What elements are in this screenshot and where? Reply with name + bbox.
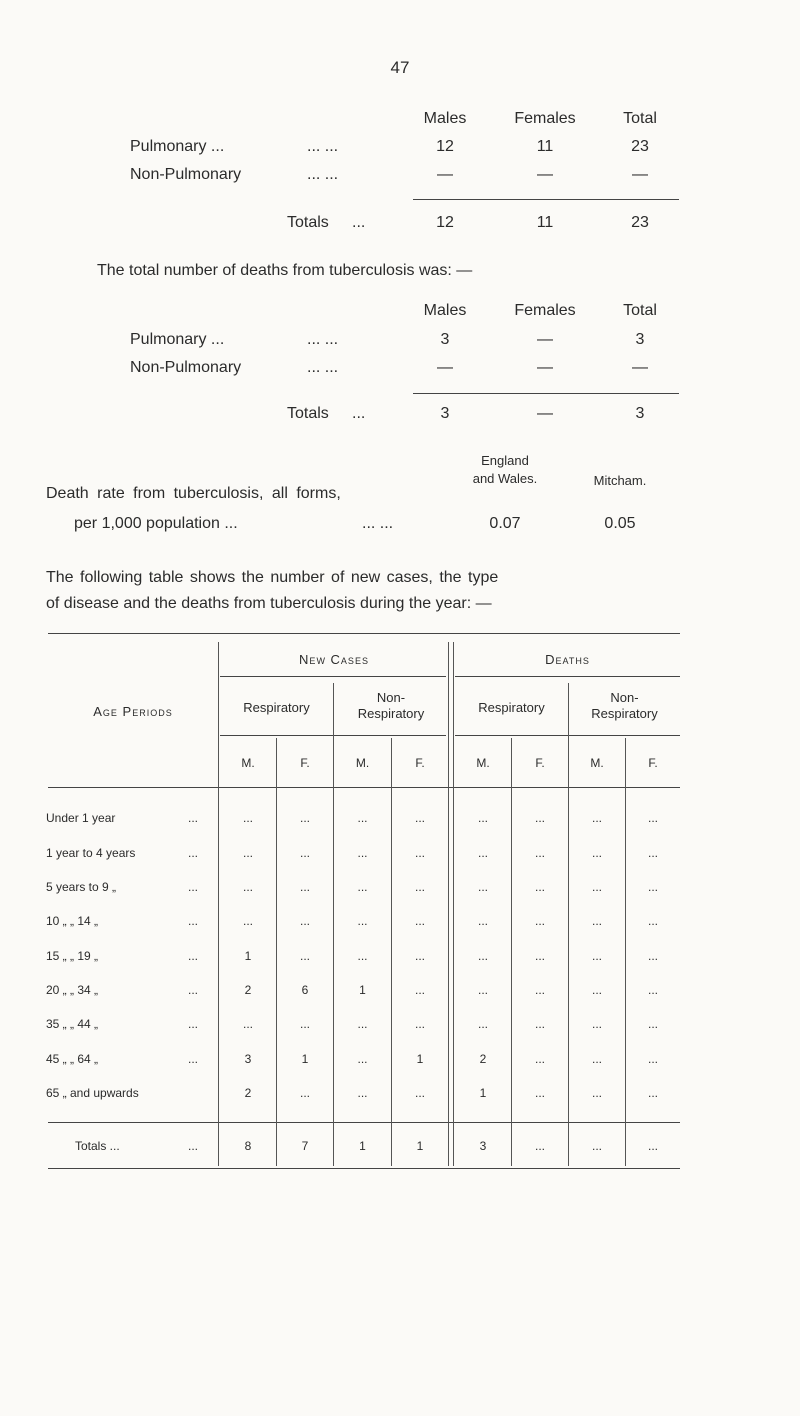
page-number: 47 — [390, 58, 410, 77]
table-cell: ... — [299, 1086, 310, 1100]
table-cell: ... — [591, 1052, 602, 1066]
totals-label: Totals — [287, 405, 329, 422]
table-cell: ... — [534, 1086, 545, 1100]
age-period-label: 5 years to 9 „ — [46, 880, 117, 894]
row-dots: ... ... — [307, 331, 339, 348]
row-dots: ... ... — [307, 166, 339, 183]
totals-females: 11 — [536, 214, 554, 231]
table-cell: ... — [299, 914, 310, 928]
age-period-label: 1 year to 4 years — [46, 846, 136, 860]
death-rate-line1: Death rate from tuberculosis, all forms, — [46, 485, 341, 502]
totals-label: Totals — [287, 214, 329, 231]
header-male: M. — [241, 756, 255, 770]
header-female: F. — [648, 756, 658, 770]
table-cell: ... — [591, 846, 602, 860]
header-male: M. — [590, 756, 604, 770]
col-divider — [453, 642, 454, 1166]
table-cell: ... — [647, 880, 658, 894]
table-cell: ... — [357, 811, 368, 825]
row-label: Non-Pulmonary — [130, 166, 242, 183]
table-cell: ... — [357, 1086, 368, 1100]
header-female: F. — [415, 756, 425, 770]
table-cell: ... — [477, 914, 488, 928]
leader-dots: ... — [188, 1017, 199, 1031]
table-cell: ... — [357, 914, 368, 928]
header-male: M. — [355, 756, 370, 770]
table-cell: 3 — [244, 1052, 252, 1066]
table-cell: 1 — [416, 1052, 424, 1066]
table-cell: ... — [414, 1017, 425, 1031]
totals-rule — [413, 199, 679, 200]
table-cell: ... — [477, 949, 488, 963]
totals-males: 12 — [436, 214, 454, 231]
table-cell: ... — [242, 880, 253, 894]
table-cell: ... — [357, 949, 368, 963]
leader-dots: ... — [188, 1139, 199, 1153]
value-males: 3 — [440, 331, 450, 348]
header-non-resp-line2: Respiratory — [591, 706, 658, 721]
age-period-label: Under 1 year — [46, 811, 116, 825]
table-cell: 1 — [301, 1052, 309, 1066]
totals-cell: ... — [534, 1139, 545, 1153]
totals-dots: ... — [352, 405, 366, 422]
header-age-periods: Age Periods — [93, 704, 173, 719]
table-cell: 6 — [301, 983, 309, 997]
table-cell: ... — [477, 880, 488, 894]
header-females: Females — [514, 302, 576, 319]
table-cell: ... — [299, 846, 310, 860]
death-rate-dots: ... ... — [362, 515, 394, 532]
table-cell: ... — [591, 880, 602, 894]
leader-dots: ... — [188, 914, 199, 928]
table-cell: ... — [647, 1052, 658, 1066]
new-cases-rule — [220, 676, 446, 677]
leader-dots: ... — [188, 846, 199, 860]
table-cell: ... — [414, 880, 425, 894]
table-cell: ... — [414, 811, 425, 825]
totals-total: 3 — [635, 405, 645, 422]
value-males: — — [437, 166, 453, 183]
row-label: Pulmonary ... — [130, 138, 225, 155]
table-cell: ... — [414, 983, 425, 997]
row-label: Non-Pulmonary — [130, 359, 242, 376]
table-cell: ... — [299, 1017, 310, 1031]
header-respiratory: Respiratory — [478, 700, 545, 715]
table-cell: 1 — [359, 983, 366, 997]
value-females: — — [537, 359, 553, 376]
table-cell: ... — [299, 880, 310, 894]
totals-cell: 1 — [359, 1139, 366, 1153]
table-cell: ... — [591, 914, 602, 928]
table-cell: 1 — [479, 1086, 487, 1100]
table-cell: ... — [647, 1086, 658, 1100]
header-new-cases: New Cases — [299, 652, 369, 667]
col-england-line2: and Wales. — [472, 471, 538, 486]
leader-dots: ... — [188, 949, 199, 963]
header-non-resp-line1: Non- — [610, 690, 639, 705]
age-period-label: 45 „ „ 64 „ — [46, 1052, 99, 1066]
leader-dots: ... — [188, 1052, 199, 1066]
table-cell: ... — [534, 1052, 545, 1066]
table-cell: ... — [414, 1086, 425, 1100]
value-mitcham: 0.05 — [604, 515, 636, 532]
age-period-label: 35 „ „ 44 „ — [46, 1017, 99, 1031]
table-cell: ... — [534, 1017, 545, 1031]
value-males: 12 — [436, 138, 454, 155]
table-cell: ... — [357, 1017, 368, 1031]
header-males: Males — [423, 110, 467, 127]
table-cell: ... — [414, 846, 425, 860]
table-cell: ... — [534, 914, 545, 928]
header-bottom-rule — [48, 787, 680, 788]
header-deaths: Deaths — [545, 652, 590, 667]
table-top-rule — [48, 633, 680, 634]
deaths-rule — [455, 676, 680, 677]
table-cell: ... — [477, 1017, 488, 1031]
table-cell: ... — [414, 914, 425, 928]
age-period-label: 10 „ „ 14 „ — [46, 914, 99, 928]
table-cell: ... — [647, 983, 658, 997]
value-england-wales: 0.07 — [489, 515, 521, 532]
col-england-line1: England — [481, 453, 529, 468]
table-cell: ... — [647, 914, 658, 928]
leader-dots: ... — [188, 811, 199, 825]
table-bottom-rule — [48, 1168, 680, 1169]
header-males: Males — [423, 302, 467, 319]
header-non-resp-line1: Non- — [376, 690, 406, 705]
row-label: Pulmonary ... — [130, 331, 225, 348]
table-cell: ... — [357, 846, 368, 860]
header-male: M. — [476, 756, 490, 770]
col-mitcham: Mitcham. — [593, 473, 647, 488]
header-female: F. — [535, 756, 545, 770]
table-cell: ... — [647, 846, 658, 860]
table-cell: ... — [477, 811, 488, 825]
table-cell: ... — [591, 1086, 602, 1100]
table-cell: ... — [534, 880, 545, 894]
table-cell: 1 — [244, 949, 252, 963]
header-total: Total — [623, 110, 657, 127]
value-males: — — [437, 359, 453, 376]
table-cell: ... — [357, 880, 368, 894]
totals-males: 3 — [440, 405, 450, 422]
table-cell: ... — [242, 914, 253, 928]
header-respiratory: Respiratory — [243, 700, 310, 715]
totals-dots: ... — [352, 214, 366, 231]
deaths-intro: The total number of deaths from tuberculosis was: — — [97, 262, 473, 279]
totals-cell: ... — [591, 1139, 602, 1153]
header-female: F. — [300, 756, 310, 770]
table-cell: ... — [534, 949, 545, 963]
table-cell: ... — [242, 811, 253, 825]
totals-cell: 3 — [479, 1139, 487, 1153]
age-period-label: 20 „ „ 34 „ — [46, 983, 99, 997]
totals-cell: 7 — [301, 1139, 309, 1153]
table-cell: 2 — [479, 1052, 487, 1066]
table-cell: ... — [534, 846, 545, 860]
table-cell: ... — [242, 846, 253, 860]
leader-dots: ... — [188, 880, 199, 894]
table-cell: ... — [647, 811, 658, 825]
table-intro-line2: of disease and the deaths from tuberculosis during the year: — — [46, 595, 492, 612]
table-cell: ... — [591, 949, 602, 963]
table-cell: ... — [647, 949, 658, 963]
table-cell: ... — [299, 811, 310, 825]
age-period-label: 15 „ „ 19 „ — [46, 949, 99, 963]
totals-cell: 8 — [244, 1139, 252, 1153]
table-cell: ... — [414, 949, 425, 963]
table-cell: ... — [299, 949, 310, 963]
totals-cell: 1 — [416, 1139, 424, 1153]
totals-females: — — [537, 405, 553, 422]
table-cell: ... — [534, 811, 545, 825]
col-divider — [218, 642, 219, 1166]
totals-label: Totals ... — [75, 1139, 120, 1153]
totals-cell: ... — [647, 1139, 658, 1153]
table-cell: ... — [357, 1052, 368, 1066]
header-total: Total — [623, 302, 657, 319]
table-cell: 2 — [244, 983, 252, 997]
header-non-resp-line2: Respiratory — [357, 706, 425, 721]
value-females: 11 — [536, 138, 554, 155]
value-total: 23 — [631, 138, 649, 155]
leader-dots: ... — [188, 983, 199, 997]
totals-rule — [48, 1122, 680, 1123]
table-cell: ... — [534, 983, 545, 997]
table-cell: ... — [591, 1017, 602, 1031]
value-females: — — [537, 166, 553, 183]
row-dots: ... ... — [307, 138, 339, 155]
value-females: — — [537, 331, 553, 348]
table-intro-line1: The following table shows the number of new cases, the type — [46, 569, 499, 586]
table-cell: 2 — [244, 1086, 252, 1100]
table-cell: ... — [647, 1017, 658, 1031]
table-cell: ... — [477, 983, 488, 997]
header-females: Females — [514, 110, 576, 127]
totals-total: 23 — [631, 214, 649, 231]
table-cell: ... — [591, 983, 602, 997]
value-total: — — [632, 166, 648, 183]
table-cell: ... — [242, 1017, 253, 1031]
value-total: 3 — [635, 331, 645, 348]
value-total: — — [632, 359, 648, 376]
totals-rule — [413, 393, 679, 394]
row-dots: ... ... — [307, 359, 339, 376]
age-period-label: 65 „ and upwards — [46, 1086, 139, 1100]
table-cell: ... — [477, 846, 488, 860]
table-cell: ... — [591, 811, 602, 825]
col-divider — [448, 642, 449, 1166]
death-rate-line2: per 1,000 population ... — [74, 515, 238, 532]
